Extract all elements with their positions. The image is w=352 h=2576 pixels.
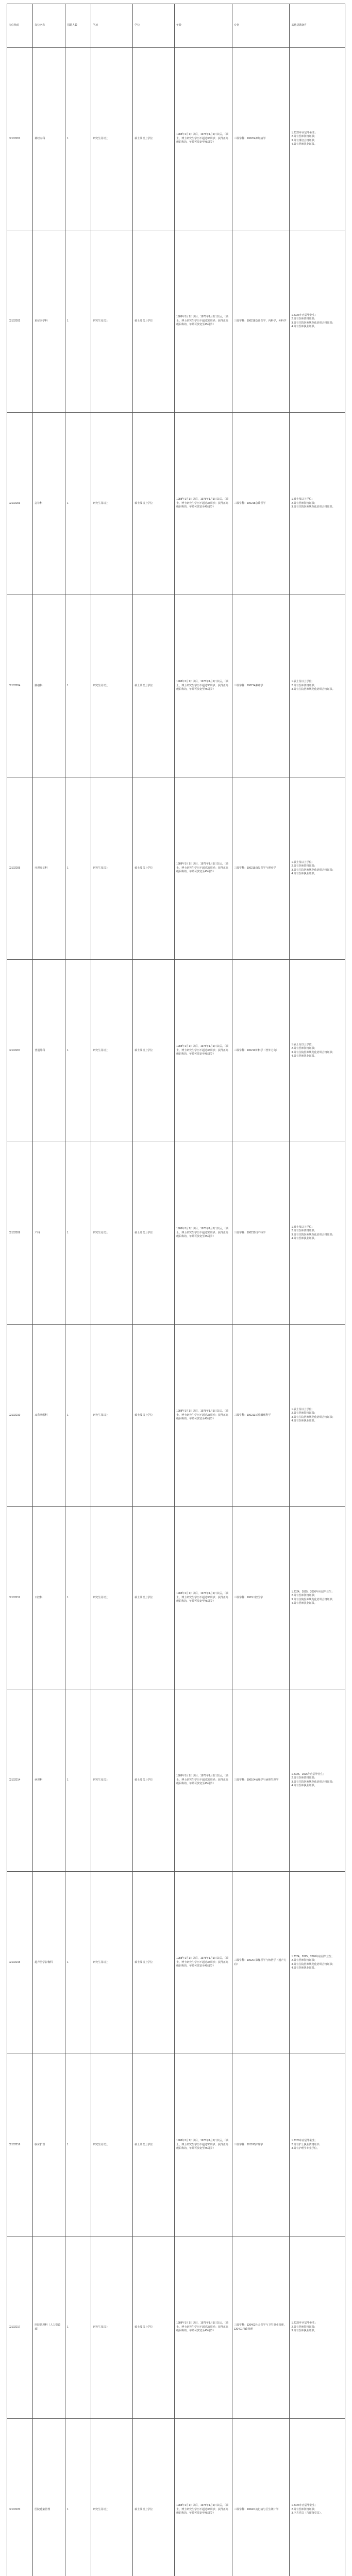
table-row xyxy=(7,230,345,413)
degree-cell: 硕士及以上学位 xyxy=(133,777,175,960)
position-code-cell: 02102215 xyxy=(7,1872,33,2054)
education-cell: 研究生及以上 xyxy=(91,1142,133,1325)
major-requirement-cell: 三级学科：100215康复医学与理疗学 xyxy=(232,777,290,960)
position-code-cell: 02102220 xyxy=(7,2419,33,2576)
position-name-cell: 重症医学科 xyxy=(33,230,65,413)
major-requirement-cell: 三级学科：100401流行病与卫生统计学 xyxy=(232,2419,290,2576)
header-row xyxy=(7,4,345,48)
table-row xyxy=(7,2419,345,2576)
position-name-cell: 急诊科 xyxy=(33,413,65,595)
degree-cell: 硕士及以上学位 xyxy=(133,1142,175,1325)
position-name-cell: 普通外科 xyxy=(33,960,65,1142)
position-code-cell: 02102211 xyxy=(7,1507,33,1689)
degree-cell: 硕士及以上学位 xyxy=(133,230,175,413)
header-cell-name: 岗位名称 xyxy=(33,4,65,48)
position-code-cell: 02102216 xyxy=(7,2054,33,2236)
table-row xyxy=(7,1689,345,1872)
major-requirement-cell: 三级学科：100104病理学与病理生理学 xyxy=(232,1689,290,1872)
position-name-cell: 医院感染管理 xyxy=(33,2419,65,2576)
header-cell-degree: 学位 xyxy=(133,4,175,48)
age-requirement-cell: 1988年1月1日以后，1978年1月1日以后，（硕士、博士研究生学历不超过35周岁；获得正高级职称的，年龄可放宽至45周岁） xyxy=(175,230,232,413)
education-cell: 研究生及以上 xyxy=(91,1507,133,1689)
headcount-cell: 1 xyxy=(65,1507,91,1689)
headcount-cell: 1 xyxy=(65,595,91,777)
education-cell: 研究生及以上 xyxy=(91,2419,133,2576)
education-cell: 研究生及以上 xyxy=(91,2054,133,2236)
age-requirement-cell: 1988年1月1日以后，1978年1月1日以后，（硕士、博士研究生学历不超过35周岁；获得正高级职称的，年龄可放宽至45周岁） xyxy=(175,2054,232,2236)
position-code-cell: 02102204 xyxy=(7,595,33,777)
education-cell: 研究生及以上 xyxy=(91,960,133,1142)
education-cell: 研究生及以上 xyxy=(91,1872,133,2054)
major-requirement-cell: 三级学科：1003口腔医学 xyxy=(232,1507,290,1689)
position-code-cell: 02102217 xyxy=(7,2236,33,2419)
position-name-cell: 肿瘤科 xyxy=(33,595,65,777)
major-requirement-cell: 三级学科：100210外科学（普外方向） xyxy=(232,960,290,1142)
table-row xyxy=(7,1872,345,2054)
headcount-cell: 1 xyxy=(65,2236,91,2419)
header-cell-age: 年龄 xyxy=(175,4,232,48)
table-row xyxy=(7,2236,345,2419)
header-cell-education: 学历 xyxy=(91,4,133,48)
education-cell: 研究生及以上 xyxy=(91,1325,133,1507)
headcount-cell: 1 xyxy=(65,2054,91,2236)
header-cell-major: 专业 xyxy=(232,4,290,48)
table-header xyxy=(7,4,345,48)
other-requirements-cell: 1.2024、2025、2026年应届毕业生； 2.具有医师资格证书； 3.具有住院医师规范化培训合格证书； 4.具有医师执业证书。 xyxy=(290,1507,345,1689)
table-row xyxy=(7,413,345,595)
other-requirements-cell: 1.2026年应届毕业生； 2.具有医师资格证书； 3.具有住院医师规范化培训合格证书； 4.具有医师执业证书。 xyxy=(290,230,345,413)
table-row xyxy=(7,1325,345,1507)
headcount-cell: 1 xyxy=(65,230,91,413)
headcount-cell: 1 xyxy=(65,1325,91,1507)
position-name-cell: 医院管理科（人力资源部） xyxy=(33,2236,65,2419)
position-name-cell: 神经内科 xyxy=(33,48,65,230)
headcount-cell: 1 xyxy=(65,777,91,960)
other-requirements-cell: 1.2025、2026年应届毕业生； 2.具有医师资格证书； 3.具有住院医师规范化培训合格证书； 4.具有医师执业证书。 xyxy=(290,1689,345,1872)
degree-cell: 硕士及以上学位 xyxy=(133,2054,175,2236)
age-requirement-cell: 1988年1月1日以后，1978年1月1日以后，（硕士、博士研究生学历不超过35周岁；获得正高级职称的，年龄可放宽至45周岁） xyxy=(175,48,232,230)
degree-cell: 硕士及以上学位 xyxy=(133,1689,175,1872)
major-requirement-cell: 三级学科：120402社会医学与卫生事业管理，120401行政管理 xyxy=(232,2236,290,2419)
degree-cell: 硕士及以上学位 xyxy=(133,48,175,230)
major-requirement-cell: 三级学科：101100护理学 xyxy=(232,2054,290,2236)
table-body xyxy=(7,48,345,2576)
education-cell: 研究生及以上 xyxy=(91,230,133,413)
major-requirement-cell: 三级学科：100207影像医学与核医学（超声方向） xyxy=(232,1872,290,2054)
age-requirement-cell: 1988年1月1日以后，1978年1月1日以后，（硕士、博士研究生学历不超过35周岁；获得正高级职称的，年龄可放宽至45周岁） xyxy=(175,1142,232,1325)
headcount-cell: 1 xyxy=(65,1142,91,1325)
other-requirements-cell: 1.2026年应届毕业生； 2.具有医师资格证书； 3.中共党员（含预备党员）。 xyxy=(290,2419,345,2576)
position-code-cell: 02102214 xyxy=(7,1689,33,1872)
education-cell: 研究生及以上 xyxy=(91,413,133,595)
header-cell-other: 其他招聘条件 xyxy=(290,4,345,48)
other-requirements-cell: 1.硕士及以上学位； 2.具有医师资格证书； 3.具有住院医师规范化培训合格证书； 4.具有医师执业证书。 xyxy=(290,1142,345,1325)
degree-cell: 硕士及以上学位 xyxy=(133,413,175,595)
major-requirement-cell: 三级学科：100211妇产科学 xyxy=(232,1142,290,1325)
age-requirement-cell: 1988年1月1日以后，1978年1月1日以后，（硕士、博士研究生学历不超过35周岁；获得正高级职称的，年龄可放宽至45周岁） xyxy=(175,777,232,960)
major-requirement-cell: 三级学科：100214肿瘤学 xyxy=(232,595,290,777)
position-name-cell: 口腔科 xyxy=(33,1507,65,1689)
position-code-cell: 02102209 xyxy=(7,1142,33,1325)
major-requirement-cell: 三级学科：100213耳鼻咽喉科学 xyxy=(232,1325,290,1507)
table-row xyxy=(7,960,345,1142)
headcount-cell: 1 xyxy=(65,1872,91,2054)
position-name-cell: 临床护理 xyxy=(33,2054,65,2236)
headcount-cell: 1 xyxy=(65,960,91,1142)
position-code-cell: 02102207 xyxy=(7,960,33,1142)
headcount-cell: 1 xyxy=(65,1689,91,1872)
headcount-cell: 1 xyxy=(65,2419,91,2576)
other-requirements-cell: 1.硕士及以上学位； 2.具有医师资格证书； 3.具有住院医师规范化培训合格证书； 4.具有医师执业证书。 xyxy=(290,777,345,960)
header-cell-count: 招聘人数 xyxy=(65,4,91,48)
age-requirement-cell: 1988年1月1日以后，1978年1月1日以后，（硕士、博士研究生学历不超过35周岁；获得正高级职称的，年龄可放宽至45周岁） xyxy=(175,1872,232,2054)
position-name-cell: 疗理康复科 xyxy=(33,777,65,960)
other-requirements-cell: 1.2026年应届毕业生； 2.具有护士执业资格证书； 3.具有护理学专业学位。 xyxy=(290,2054,345,2236)
degree-cell: 硕士及以上学位 xyxy=(133,1872,175,2054)
age-requirement-cell: 1988年1月1日以后，1978年1月1日以后，（硕士、博士研究生学历不超过35周岁；获得正高级职称的，年龄可放宽至45周岁） xyxy=(175,1507,232,1689)
headcount-cell: 1 xyxy=(65,413,91,595)
other-requirements-cell: 1.硕士及以上学位； 2.具有医师资格证书； 3.具有住院医师规范化培训合格证书。 xyxy=(290,595,345,777)
education-cell: 研究生及以上 xyxy=(91,777,133,960)
other-requirements-cell: 1.硕士及以上学位； 2.具有医师资格证书； 3.具有住院医师规范化培训合格证书； 4.具有医师执业证书。 xyxy=(290,1325,345,1507)
education-cell: 研究生及以上 xyxy=(91,595,133,777)
major-requirement-cell: 三级学科：100218急诊医学 xyxy=(232,413,290,595)
other-requirements-cell: 1.2024、2025、2026年应届毕业生； 2.具有医师资格证书； 3.具有住院医师规范化培训合格证书； 4.具有医师执业证书。 xyxy=(290,1872,345,2054)
position-name-cell: 耳鼻咽喉科 xyxy=(33,1325,65,1507)
other-requirements-cell: 1.2026年应届毕业生； 2.具有医师资格证书； 3.具有规培合格证书； 4.具有医师执业证书。 xyxy=(290,48,345,230)
position-name-cell: 超声医学影像科 xyxy=(33,1872,65,2054)
degree-cell: 硕士及以上学位 xyxy=(133,595,175,777)
other-requirements-cell: 1.硕士及以上学位； 2.具有医师资格证书； 3.具有住院医师规范化培训合格证书。 xyxy=(290,413,345,595)
education-cell: 研究生及以上 xyxy=(91,48,133,230)
position-code-cell: 02102203 xyxy=(7,413,33,595)
age-requirement-cell: 1988年1月1日以后，1978年1月1日以后，（硕士、博士研究生学历不超过35周岁；获得正高级职称的，年龄可放宽至45周岁） xyxy=(175,1689,232,1872)
age-requirement-cell: 1988年1月1日以后，1978年1月1日以后，（硕士、博士研究生学历不超过35周岁；获得正高级职称的，年龄可放宽至45周岁） xyxy=(175,2419,232,2576)
table-row xyxy=(7,595,345,777)
table-row xyxy=(7,1507,345,1689)
position-code-cell: 02102201 xyxy=(7,48,33,230)
age-requirement-cell: 1988年1月1日以后，1978年1月1日以后，（硕士、博士研究生学历不超过35周岁；获得正高级职称的，年龄可放宽至45周岁） xyxy=(175,1325,232,1507)
table-row xyxy=(7,777,345,960)
age-requirement-cell: 1988年1月1日以后，1978年1月1日以后，（硕士、博士研究生学历不超过35周岁；获得正高级职称的，年龄可放宽至45周岁） xyxy=(175,595,232,777)
degree-cell: 硕士及以上学位 xyxy=(133,1325,175,1507)
age-requirement-cell: 1988年1月1日以后，1978年1月1日以后，（硕士、博士研究生学历不超过35周岁；获得正高级职称的，年龄可放宽至45周岁） xyxy=(175,2236,232,2419)
major-requirement-cell: 三级学科：100204神经病学 xyxy=(232,48,290,230)
header-cell-code: 岗位代码 xyxy=(7,4,33,48)
table-row xyxy=(7,2054,345,2236)
age-requirement-cell: 1988年1月1日以后，1978年1月1日以后，（硕士、博士研究生学历不超过35周岁；获得正高级职称的，年龄可放宽至45周岁） xyxy=(175,960,232,1142)
table-row xyxy=(7,48,345,230)
position-code-cell: 02102202 xyxy=(7,230,33,413)
other-requirements-cell: 1.2026年应届毕业生； 2.具有医师资格证书； 3.具有医师执业证书。 xyxy=(290,2236,345,2419)
degree-cell: 硕士及以上学位 xyxy=(133,960,175,1142)
recruitment-table xyxy=(7,4,345,2576)
position-name-cell: 病理科 xyxy=(33,1689,65,1872)
degree-cell: 硕士及以上学位 xyxy=(133,2236,175,2419)
education-cell: 研究生及以上 xyxy=(91,2236,133,2419)
age-requirement-cell: 1988年1月1日以后，1978年1月1日以后，（硕士、博士研究生学历不超过35周岁；获得正高级职称的，年龄可放宽至45周岁） xyxy=(175,413,232,595)
position-code-cell: 02102205 xyxy=(7,777,33,960)
position-name-cell: 产科 xyxy=(33,1142,65,1325)
other-requirements-cell: 1.硕士及以上学位； 2.具有医师资格证书； 3.具有住院医师规范化培训合格证书； 4.具有医师执业证书。 xyxy=(290,960,345,1142)
major-requirement-cell: 三级学科：100218急诊医学，内科学，外科学 xyxy=(232,230,290,413)
education-cell: 研究生及以上 xyxy=(91,1689,133,1872)
degree-cell: 硕士及以上学位 xyxy=(133,1507,175,1689)
degree-cell: 硕士及以上学位 xyxy=(133,2419,175,2576)
headcount-cell: 1 xyxy=(65,48,91,230)
position-code-cell: 02102210 xyxy=(7,1325,33,1507)
table-row xyxy=(7,1142,345,1325)
